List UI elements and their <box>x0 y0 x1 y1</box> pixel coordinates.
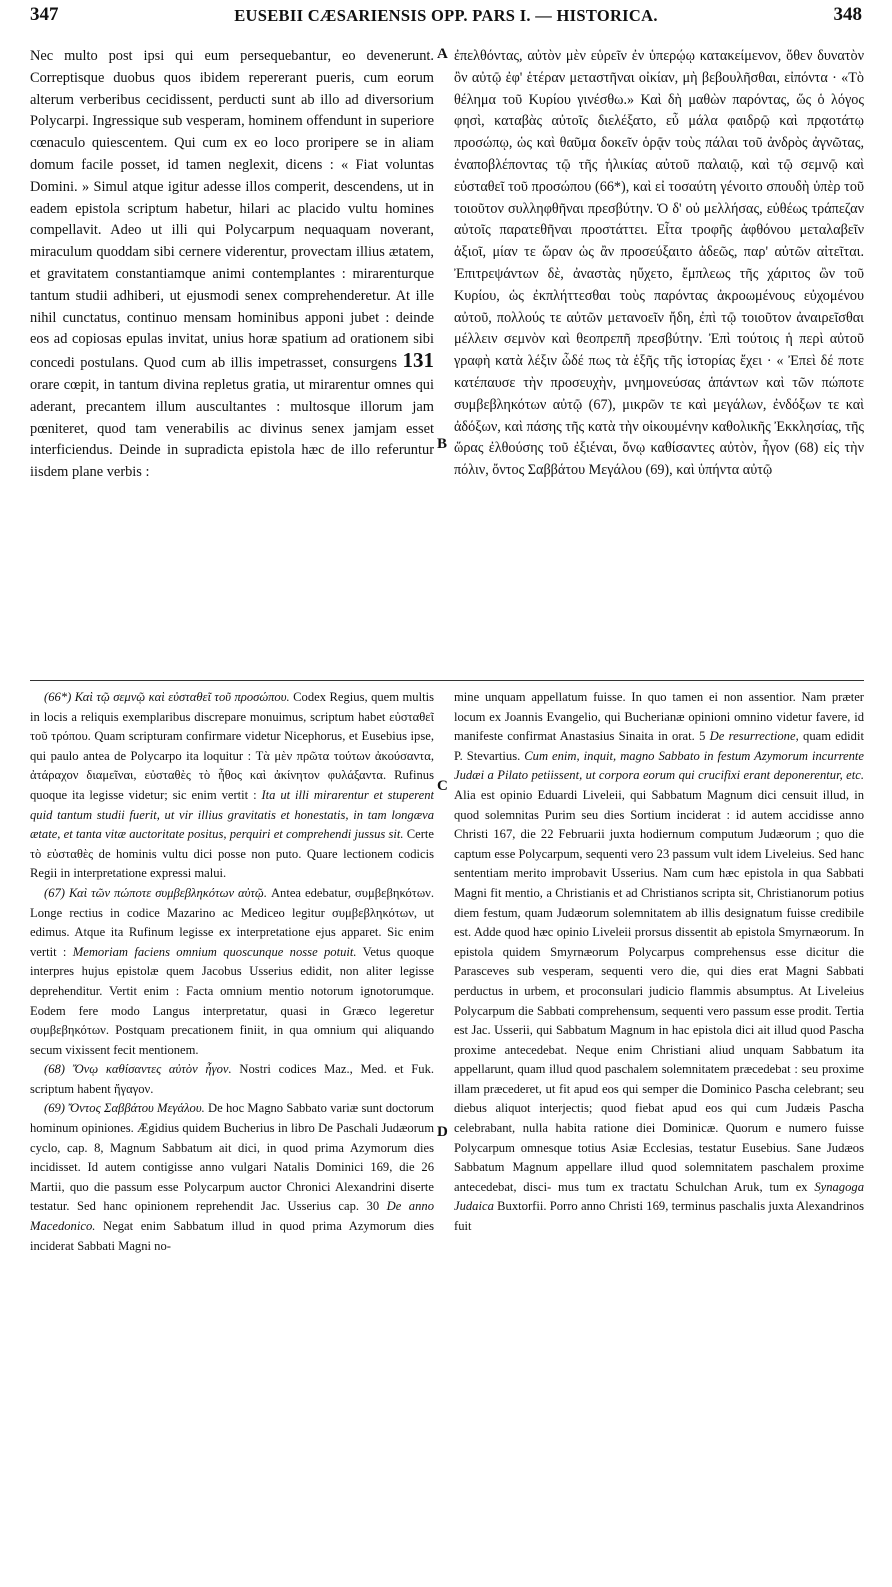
page-number-right: 348 <box>833 4 862 25</box>
footnote-tail: Certe τὸ εὐσταθὲς de hominis vultu dici posse non puto. Quare lectionem codicis Regii in interpretatione expressi malui. <box>30 827 434 881</box>
footnote-italic: Ita ut illi mirarentur et stuperent quid tantum studii fuerit, ut vir illius gravitatis et honestatis, in tam longæva ætate, et tanta vitæ auctoritate positus, perquiri et comprehendi jussus sit. <box>30 787 434 842</box>
note-italic-2: Cum enim, inquit, magno Sabbato in festum Azymorum incurrente Judæi a Pilato petiissent, ut corpora eorum qui crucifixi erant deponerentur, etc. <box>454 748 864 783</box>
note-text-part1: mine unquam appellatum fuisse. In quo tamen ei non assentior. Nam præter locum ex Joannis Evangelio, qui Bucherianæ opinioni omnino videtur favere, id manifeste confirmat Anastasius Sinaita in orat. 5 <box>454 690 864 744</box>
footnote-66 <box>30 688 434 884</box>
greek-main-column <box>454 46 864 482</box>
footnote-body: De hoc Magno Sabbato variæ sunt doctorum hominum opiniones. Ægidius quidem Bucherius in libro De Paschali Judæorum cyclo, cap. 8, Magnum Sabbatum ait dici, in quod prima Azymorum dies incidisset. Id autem contigisse anno vulgari Natalis Dominici 169, die 26 Martii, quo die passum esse Polycarpum auctor Chronici Alexandrini diserte testatur. Sed hanc opinionem reprehendit Jac. Usserius cap. 30 <box>30 1101 434 1214</box>
footnote-head: (68) Ὄνῳ καθίσαντες αὐτὸν ἦγον. <box>44 1062 232 1077</box>
note-text-part4: Buxtorfii. Porro anno Christi 169, terminus paschalis juxta Alexandrinos fuit <box>454 1199 864 1234</box>
page-number-left: 347 <box>30 4 59 25</box>
note-text-part3: Alia est opinio Eduardi Liveleii, qui Sabbatum Magnum dici censuit illud, in quod solemnitas Purim seu dies Sortium inciderat : id autem accidisse anno Christi 167, die 22 Februarii juxta hodiernum computum Judæorum ; quo die captum esse Polycarpum, sequenti vero 23 passum vult idem Liveleius. Sed hanc sententiam merito improbavit Usserius. Nam cum hæc epistola in qua Sabbati Magni fit mentio, a Christianis et ad Christianos scripta sit, Christianorum potius diem festum, quam Judæorum solemnitatem ab illis designatum fuisse credibile est. Adde quod hæc opinio Liveleii prorsus dissentit ab epistola Smyrnæorum. In epistola quidem Smyrnæorum Polycarpus comprehensus esse dicitur die Parasceves sub vesperam, sequenti vero die, qui dies erat Magni Sabbati perductus in urbem, et proconsulari judicio flammis absumptus. At Liveleius Polycarpum die Sabbati comprehensum, sequenti vero passum esse prodit. Tertia est Jac. Usserii, qui Sabbatum Magnum in hac epistola dici ait illud quod Pascha proxime antecedebat. Neque enim Christiani aliud unquam Sabbatum ita appellarunt, quam illud quod paschalem solemnitatem præcedebat : seu proxime illam præcederet, ut fit apud eos qui semper die Dominico Pascha celebrant; seu diebus aliquot interjectis; quod fiebat apud eos qui cum Judæis Pascha celebrabant, nulla habita ratione diei Dominicæ. Quorum e numero fuisse Polycarpum omnesque totius Asiæ Ecclesias, testatur Eusebius. Sane Judæos Sabbatum Magnum appellare illud quod solemnitatem paschalem proxime antecedebat, disci- mus tum ex tractatu Schulchan Aruk, tum ex <box>454 787 864 1194</box>
footnote-body: Nostri codices Maz., Med. et Fuk. scriptum habent ἤγαγον. <box>30 1062 434 1096</box>
marginal-number: 131 <box>402 348 434 373</box>
footnotes-right-column <box>454 688 864 1237</box>
latin-text-part2: orare cœpit, in tantum divina repletus gratia, ut mirarentur omnes qui aderant, precantem illum auscultantes : multosque illorum jam pœniteret, quod tam venerabilis ac divinus senex jamjam esset interficiendus. Deinde in supradicta epistola hæc de illo referuntur iisdem plane verbis : <box>30 376 434 481</box>
note-italic-1: De resurrectione, <box>709 729 799 744</box>
footnote-divider <box>30 680 864 681</box>
latin-text-part1: Nec multo post ipsi qui eum persequebantur, eo devenerunt. Correptisque duobus quos ibidem repererant pueris, cum eorum alterum verberibus cecidissent, perducti sunt ab illo ad diversorium Polycarpi. Ingressique sub vesperam, hominem offendunt in superiore cœnaculo quiescentem. Qui cum ex eo loco proripere se in aliam domum facile posset, id tamen neglexit, dicens : « Fiat voluntas Domini. » Simul atque igitur adesse illos comperit, descendens, ut in eadem epistola scriptum habetur, hilari ac placido vultu homines compellavit. Adeo ut illi qui Polycarpum nequaquam noverant, miraculum quoddam sibi cernere viderentur, provectam illius ætatem, et gravitatem constantiamque animi contemplantes : mirarenturque tantum studii adhiberi, ut ejusmodi senex comprehenderetur. At ille nihil cunctatus, continuo mensam hominibus apponi jubet : deinde eos ad copiosas epulas invitat, unius horæ spatium ad orationem sibi concedi postulans. Quod cum ab illis impetrasset, consurgens <box>30 48 434 372</box>
column-markers <box>434 0 454 1587</box>
footnote-head: (69) Ὄντος Σαββάτου Μεγάλου. <box>44 1101 205 1116</box>
running-title: EUSEBII CÆSARIENSIS OPP. PARS I. — HISTORICA. <box>234 6 658 25</box>
note-text-part2: quam edidit P. Stevartius. <box>454 729 864 763</box>
footnote-68 <box>30 1060 434 1099</box>
footnotes-left-column <box>30 688 434 1256</box>
note-italic-3: Synagoga Judaica <box>454 1179 864 1214</box>
marker-d: D <box>437 1124 448 1140</box>
greek-text: ἐπελθόντας, αὐτὸν μὲν εὑρεῖν ἐν ὑπερῴῳ κατακείμενον, ὅθεν δυνατὸν ὂν αὐτῷ ἐφ' ἑτέραν μεταστῆναι οἰκίαν, μὴ βεβουλῆσθαι, εἰπόντα · «Τὸ θέλημα τοῦ Κυρίου γινέσθω.» Καὶ δὴ μαθὼν παρόντας, ὥς ὁ λόγος φησὶ, καταβὰς αὐτοῖς διελέξατο, εὖ μάλα φαιδρῷ καὶ πρᾳοτάτῳ προσώπῳ, ὡς καὶ θαῦμα δοκεῖν ὁρᾷν τοὺς πάλαι τοῦ ἀνδρὸς ἀγνῶτας, ἐναποβλέποντας τῷ τῆς ἡλικίας αὐτοῦ παλαιῷ, καὶ τῷ σεμνῷ καὶ εὐσταθεῖ τοῦ προσώπου (66*), καὶ εἰ τοσαύτη γένοιτο σπουδὴ ὑπὲρ τοῦ τοιοῦτον συλληφθῆναι πρεσβύτην. Ὁ δ' οὐ μελλήσας, εὐθέως τράπεζαν αὐτοῖς παρατεθῆναι προστάττει. Εἶτα τροφῆς ἀφθόνου μεταλαβεῖν ἀξιοῖ, μίαν τε ὥραν ὡς ἂν προσεύξαιτο ἀδεῶς, παρ' αὐτῶν αἰτεῖται. Ἐπιτρεψάντων δὲ, ἀναστὰς ηὔχετο, ἔμπλεως τῆς χάριτος ὢν τοῦ Κυρίου, ὡς ἐκπλήττεσθαι τοὺς παρόντας ἀκροωμένους εὐχομένου αὐτοῦ, πολλούς τε αὐτῶν μετανοεῖν ἤδη, ἐπὶ τῷ τοιοῦτον ἀναιρεῖσθαι μέλλειν σεμνὸν καὶ θεοπρεπῆ πρεσβύτην. Ἐπὶ τούτοις ἡ περὶ αὐτοῦ γραφὴ κατὰ λέξιν ὧδέ πως τὰ ἑξῆς τῆς ἱστορίας ἔχει · « Ἐπεὶ δέ ποτε κατέπαυσε τὴν προσευχὴν, μνημονεύσας ἁπάντων καὶ τῶν πώποτε συμβεβληκότων αὐτῷ (67), μικρῶν τε καὶ μεγάλων, ἐνδόξων τε καὶ ἀδόξων, καὶ πάσης τῆς κατὰ τὴν οἰκουμένην καθολικῆς Ἐκκλησίας, τῆς ὥρας ἐλθούσης τοῦ ἐξιέναι, ὄνῳ καθίσαντες αὐτὸν, ἦγον (68) εἰς τὴν πόλιν, ὄντος Σαββάτου Μεγάλου (69), καὶ ὑπήντα αὐτῷ <box>454 48 864 479</box>
footnote-69 <box>30 1099 434 1256</box>
marker-b: B <box>437 436 448 452</box>
footnote-tail: Vetus quoque interpres hujus epistolæ quem Jacobus Usserius edidit, non aliter legisse deprehenditur. Vertit enim : Facta omnium mentio notorum ignotorumque. Eodem fere modo Langus interpretatur, quasi in Græco legeretur συμβεβηκότων. Postquam precationem finiit, in qua omnium qui aliquando secum vixissent fecit mentionem. <box>30 944 434 1057</box>
marker-a: A <box>437 46 448 62</box>
footnote-69-continued <box>454 688 864 1237</box>
footnote-body: Codex Regius, quem multis in locis a reliquis exemplaribus discrepare monuimus, scriptum habet εὐσταθεῖ τοῦ τρόπου. Quam scripturam confirmare videtur Nicephorus, et Eusebius ipse, qui paulo antea de Polycarpo ita loquitur : Τὰ μὲν πρῶτα τούτων ἀκούσαντα, ἀτάραχον διαμεῖναι, εὐσταθὲς τὸ ἦθος καὶ ἀκίνητον φυλάξαντα. Rufinus quoque ita legisse videtur; sic enim vertit : <box>30 690 434 802</box>
footnote-67 <box>30 884 434 1060</box>
footnote-italic: Memoriam faciens omnium quoscunque nosse potuit. <box>72 944 357 959</box>
footnote-body: Antea edebatur, συμβεβηκότων. Longe rectius in codice Mazarino ac Mediceo legitur συμβεβληκότων, ut edimus. Atque ita Rufinum legisse ex interpretatione ejus apparet. Sic enim vertit : <box>30 885 434 959</box>
footnote-tail: Negat enim Sabbatum illud in quod prima Azymorum dies inciderat Sabbati Magni no- <box>30 1219 434 1253</box>
latin-main-column <box>30 46 434 484</box>
footnote-head: (67) Καὶ τῶν πώποτε συμβεβληκότων αὐτῷ. <box>44 885 267 900</box>
footnote-italic: De anno Macedonico. <box>30 1199 434 1234</box>
footnote-head: (66*) Καὶ τῷ σεμνῷ καὶ εὐσταθεῖ τοῦ προσώπου. <box>44 690 290 704</box>
marker-c: C <box>437 778 448 794</box>
